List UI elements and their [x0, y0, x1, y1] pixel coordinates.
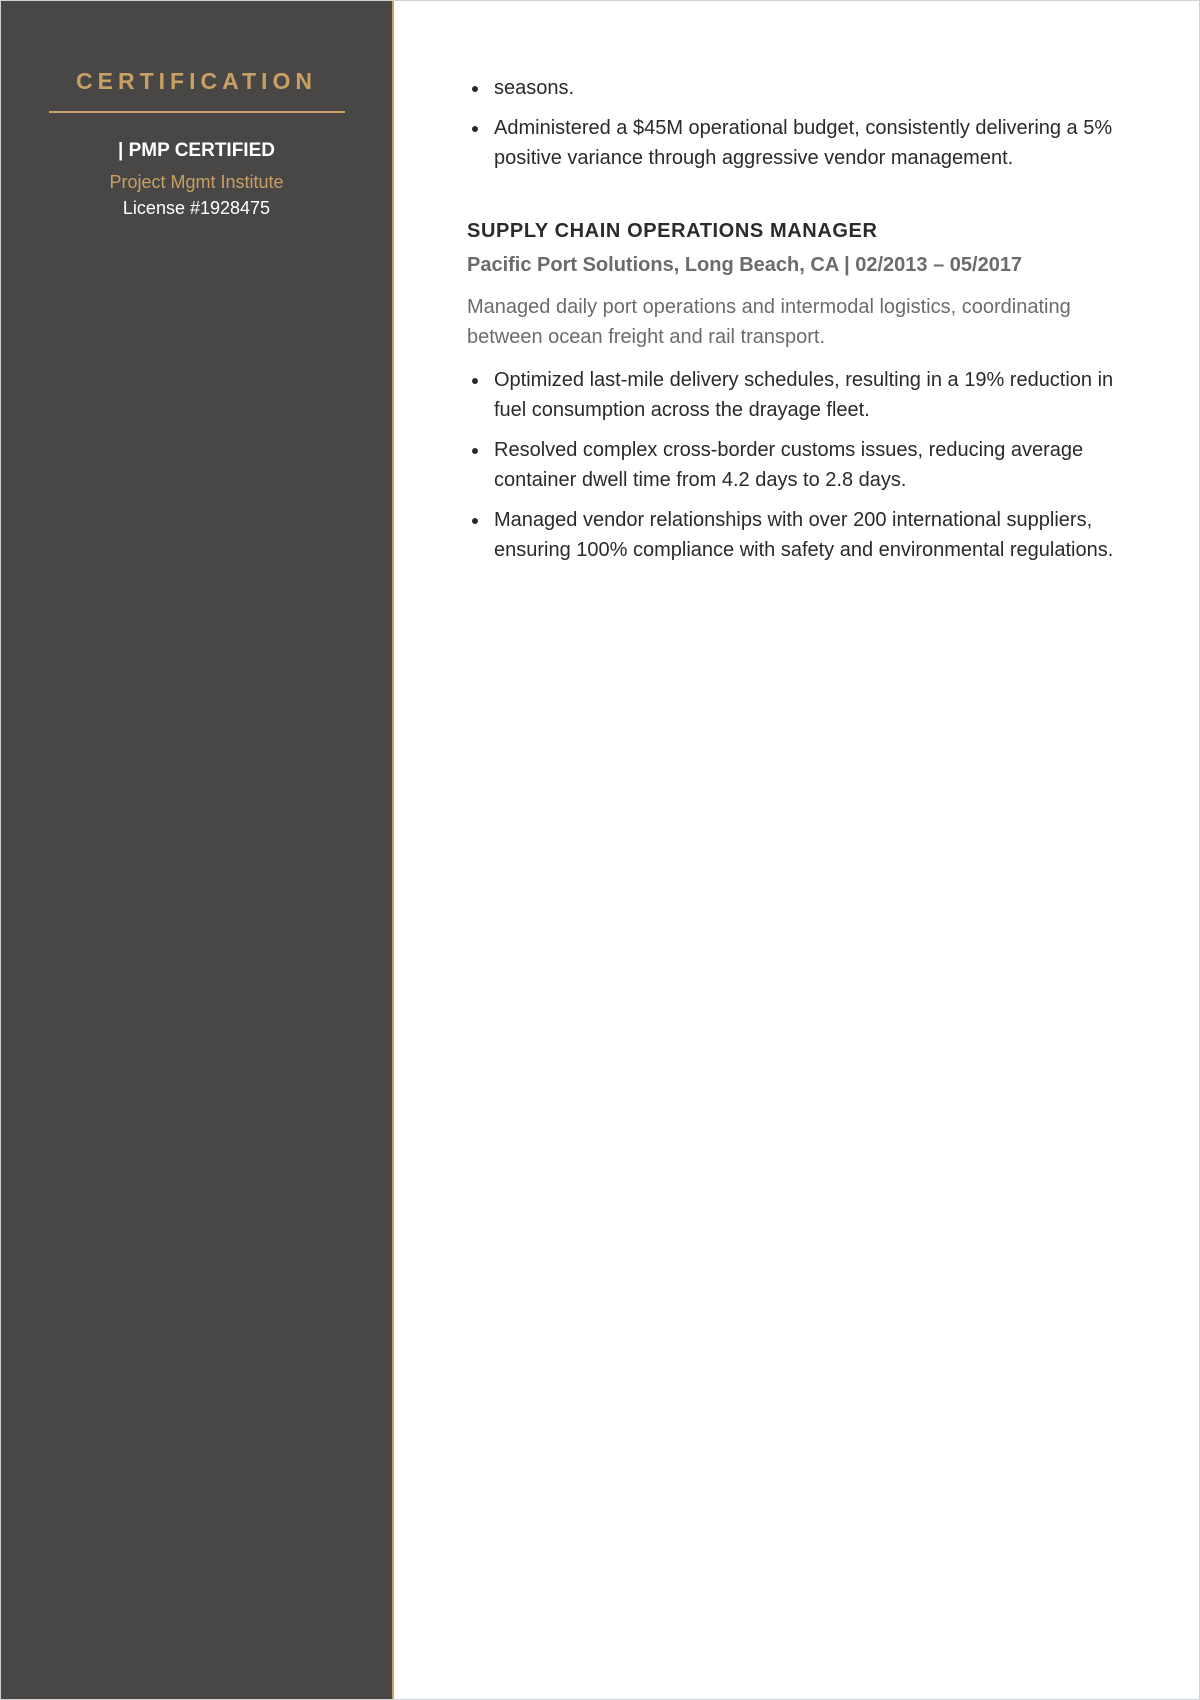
- certification-organization: Project Mgmt Institute: [109, 172, 284, 192]
- job-company-line: Pacific Port Solutions, Long Beach, CA | 02/2013 – 05/2017: [467, 253, 1023, 276]
- certification-license: License #1928475: [122, 198, 271, 218]
- heading-divider: [49, 111, 345, 113]
- list-item: Resolved complex cross-border customs issues, reducing average container dwell time from 4.2 days to 2.8 days.: [467, 435, 1129, 496]
- list-item: Optimized last-mile delivery schedules, resulting in a 19% reduction in fuel consumption across the drayage fleet.: [467, 365, 1129, 426]
- list-item: seasons.: [467, 73, 1129, 104]
- certification-name: | PMP CERTIFIED: [118, 140, 275, 161]
- job-entry: [467, 217, 1129, 566]
- list-item: Administered a $45M operational budget, consistently delivering a 5% positive variance through aggressive vendor management.: [467, 113, 1129, 174]
- certification-heading: CERTIFICATION: [76, 68, 317, 94]
- sidebar: [1, 1, 394, 1699]
- previous-job-bullet-list: [467, 73, 1129, 174]
- job-bullet-list: [467, 365, 1129, 566]
- job-title: SUPPLY CHAIN OPERATIONS MANAGER: [467, 219, 878, 242]
- list-item: Managed vendor relationships with over 200 international suppliers, ensuring 100% compliance with safety and environmental regulations.: [467, 505, 1129, 566]
- certification-section: [1, 65, 392, 220]
- job-summary: Managed daily port operations and intermodal logistics, coordinating between ocean freight and rail transport.: [467, 295, 1071, 348]
- main-content: [394, 1, 1199, 1699]
